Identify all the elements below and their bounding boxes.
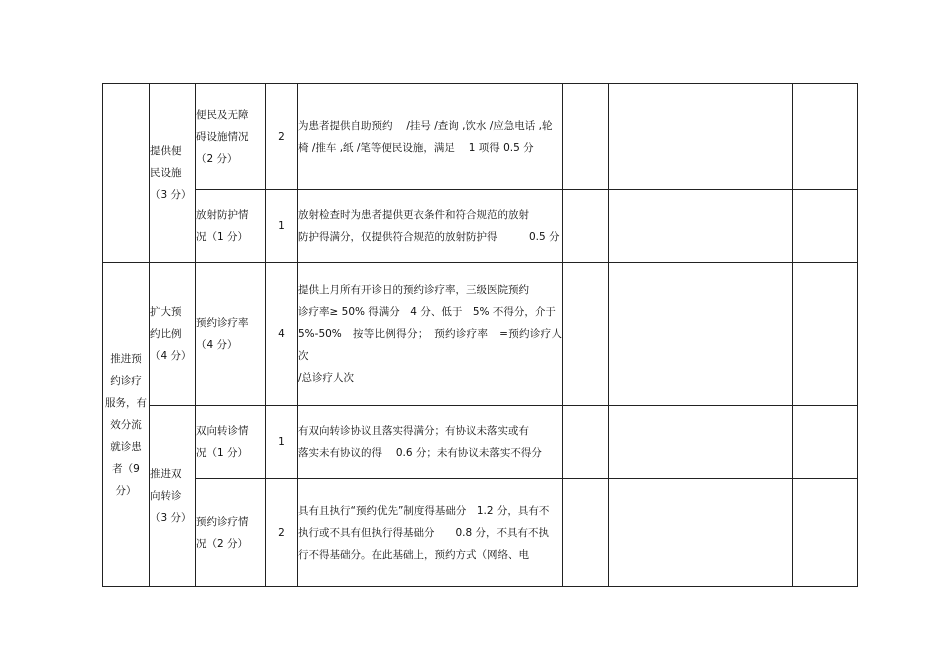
criteria-cell: 为患者提供自助预约 /挂号 /查询 ,饮水 /应急电话 ,轮 椅 /推车 ,纸 /笔等便民设施，满足 1 项得 0.5 分 (298, 84, 563, 190)
subcategory-cell: 提供便 民设施 （3 分） (150, 84, 196, 263)
criteria-cell: 具有且执行“预约优先”制度得基础分 1.2 分，具有不 执行或不具有但执行得基础分 0.8 分，不具有不执 行不得基础分。在此基础上，预约方式（网络、电 (298, 479, 563, 587)
category-cell (103, 84, 150, 263)
blank-cell (609, 479, 793, 587)
blank-cell (609, 190, 793, 263)
blank-cell (609, 263, 793, 406)
criteria-cell: 有双向转诊协议且落实得满分；有协议未落实或有 落实未有协议的得 0.6 分；未有协议未落实不得分 (298, 406, 563, 479)
score-cell: 2 (266, 84, 298, 190)
blank-cell (793, 263, 858, 406)
blank-cell (609, 84, 793, 190)
evaluation-table (102, 83, 858, 587)
blank-cell (793, 84, 858, 190)
blank-cell (563, 406, 609, 479)
subcategory-cell: 推进双 向转诊 （3 分） (150, 406, 196, 587)
item-cell: 预约诊疗率 （4 分） (196, 263, 266, 406)
blank-cell (609, 406, 793, 479)
score-cell: 1 (266, 406, 298, 479)
table-row (103, 84, 858, 190)
criteria-cell: 放射检查时为患者提供更衣条件和符合规范的放射 防护得满分，仅提供符合规范的放射防护得 0.5 分 (298, 190, 563, 263)
blank-cell (563, 263, 609, 406)
score-cell: 4 (266, 263, 298, 406)
item-cell: 放射防护情 况（1 分） (196, 190, 266, 263)
blank-cell (793, 479, 858, 587)
table-row (103, 263, 858, 406)
blank-cell (793, 406, 858, 479)
item-cell: 预约诊疗情 况（2 分） (196, 479, 266, 587)
score-cell: 1 (266, 190, 298, 263)
blank-cell (563, 84, 609, 190)
table-row (103, 190, 858, 263)
subcategory-cell: 扩大预 约比例 （4 分） (150, 263, 196, 406)
item-cell: 便民及无障 碍设施情况 （2 分） (196, 84, 266, 190)
category-cell: 推进预 约诊疗 服务，有 效分流 就诊患 者（9 分） (103, 263, 150, 587)
table-row (103, 406, 858, 479)
table-row (103, 479, 858, 587)
criteria-cell: 提供上月所有开诊日的预约诊疗率，三级医院预约 诊疗率≥ 50% 得满分 4 分、低于 5% 不得分，介于 5%-50% 按等比例得分； 预约诊疗率 =预约诊疗人次 /总诊疗人次 (298, 263, 563, 406)
score-cell: 2 (266, 479, 298, 587)
item-cell: 双向转诊情 况（1 分） (196, 406, 266, 479)
blank-cell (563, 190, 609, 263)
blank-cell (793, 190, 858, 263)
blank-cell (563, 479, 609, 587)
